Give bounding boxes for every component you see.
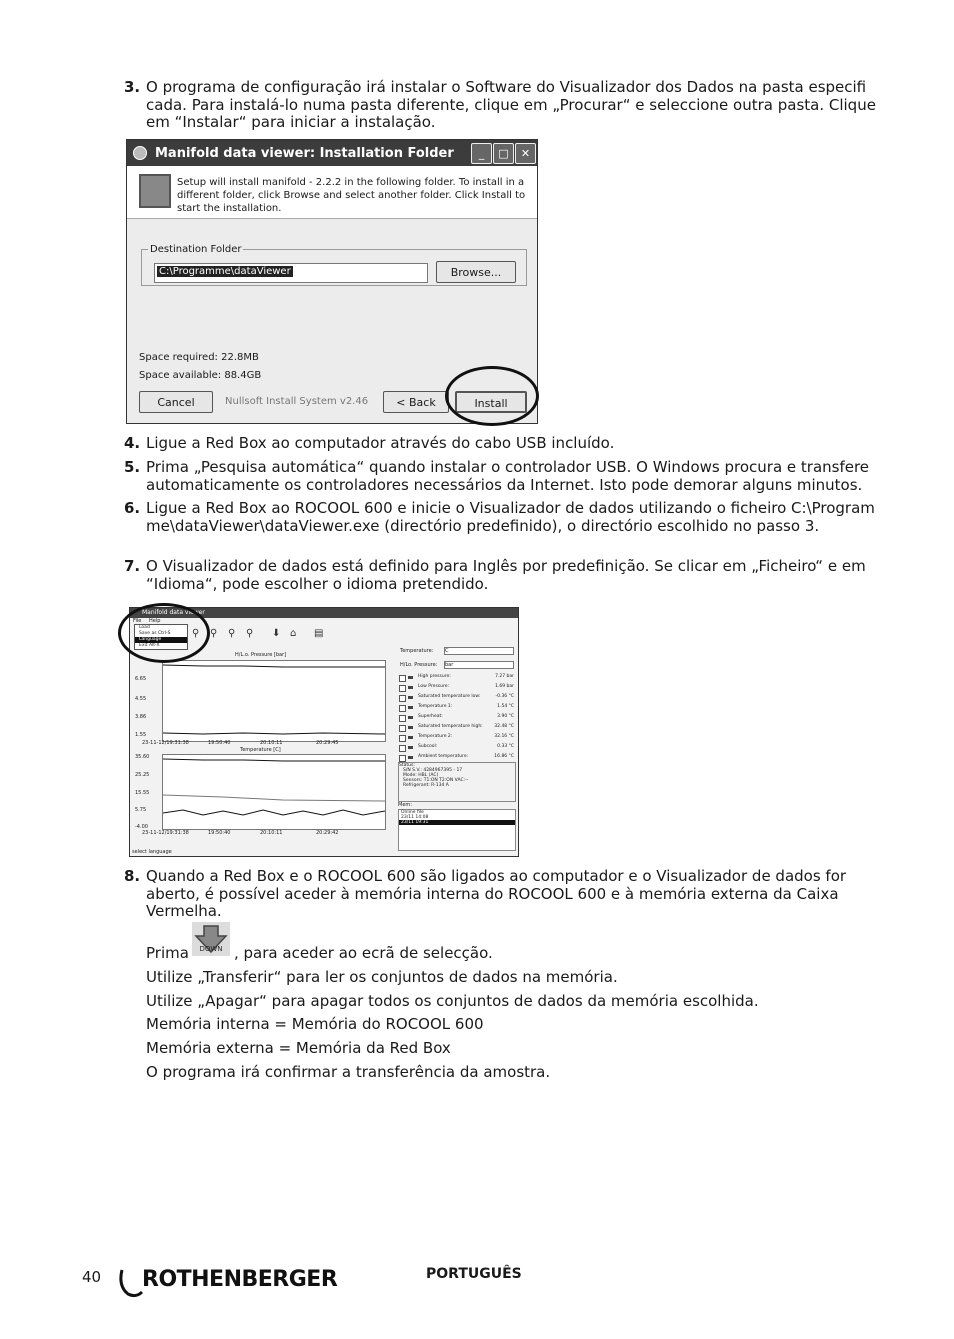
step8-line: Utilize „Apagar“ para apagar todos os conjuntos de dados da memória escolhida.	[146, 992, 759, 1010]
report-icon[interactable]: ▤	[314, 628, 324, 639]
download-icon[interactable]: ⬇	[272, 628, 281, 639]
nsis-label: Nullsoft Install System v2.46	[225, 396, 369, 407]
step-3	[124, 78, 876, 132]
step8-prima-before: Prima	[146, 944, 189, 962]
step8-prima-after: , para aceder ao ecrã de selecção.	[234, 944, 493, 962]
zoom-in-icon[interactable]: ⚲	[192, 628, 200, 639]
step-4	[124, 434, 876, 453]
menu-item-load[interactable]: Load	[139, 625, 150, 630]
temperature-chart	[162, 754, 386, 830]
chart2-tick: 25.25	[135, 772, 150, 778]
step8-line: O programa irá confirmar a transferência da amostra.	[146, 1063, 551, 1081]
step-text: Prima „Pesquisa automática“ quando instalar o controlador USB. O Windows procura e transfere automaticamente os controladores necessários da Internet. Isto pode demorar alguns minutos.	[146, 458, 870, 494]
chart2-xtick: 20:29:42	[316, 830, 339, 836]
memory-list[interactable]	[398, 809, 516, 851]
low-pressure-line	[163, 733, 385, 734]
chart1-xtick: 23-11-12/19:31:38	[142, 740, 189, 746]
download-icon-label: DOWN	[199, 945, 223, 953]
step-number: 4.	[124, 434, 141, 452]
space-available: Space available: 88.4GB	[139, 370, 262, 381]
reading-row[interactable]: Saturated temperature low: -0.36 °C	[398, 694, 516, 701]
pressure-chart	[162, 660, 386, 742]
readings-panel	[398, 646, 516, 846]
status-title: Status:	[399, 763, 415, 768]
step-number: 7.	[124, 557, 141, 575]
installer-title: Manifold data viewer: Installation Folder	[155, 145, 454, 161]
menu-help[interactable]: Help	[148, 618, 161, 624]
step-text: O Visualizador de dados está definido para Inglês por predefinição. Se clicar em „Ficheiro“ e em “Idioma“, pode escolher o idioma pretendido.	[146, 557, 866, 593]
package-icon	[139, 174, 171, 208]
installer-description: Setup will install manifold - 2.2.2 in the following folder. To install in a different folder, click Browse and select another folder. Click Install to start the installation.	[177, 177, 526, 214]
highlight-circle	[118, 603, 210, 663]
ambient-line	[163, 795, 385, 801]
chart1-xtick: 20:10:11	[260, 740, 283, 746]
chart1-xtick: 20:29:45	[316, 740, 339, 746]
zoom-out-icon[interactable]: ⚲	[210, 628, 218, 639]
installer-header	[127, 166, 537, 219]
chart2-xtick: 19:50:40	[208, 830, 231, 836]
status-box	[398, 762, 516, 802]
viewer-statusbar: select language	[132, 849, 172, 855]
language-label: PORTUGUÊS	[426, 1266, 522, 1282]
cancel-button[interactable]: Cancel	[139, 391, 213, 413]
pressure-unit-label: H/Lo. Pressure:	[400, 662, 438, 668]
chart2-tick: -4.00	[135, 824, 148, 830]
step-number: 6.	[124, 499, 141, 517]
chart2-tick: 35.60	[135, 754, 150, 760]
chart1-tick: 4.55	[135, 696, 147, 702]
temperature-chart-lines	[163, 755, 385, 829]
reading-row[interactable]: Low Pressure: 1.69 bar	[398, 684, 516, 691]
reading-row[interactable]: Superheat: 3.90 °C	[398, 714, 516, 721]
chart2-xtick: 20:10:11	[260, 830, 283, 836]
brand-logo	[118, 1262, 350, 1298]
step-number: 5.	[124, 458, 141, 476]
status-line: Sensors: T1:ON T2:ON VAC:--	[403, 778, 469, 783]
minimize-icon[interactable]: _	[471, 143, 492, 164]
destination-folder-group	[141, 244, 527, 286]
destination-folder-input[interactable]	[154, 263, 428, 283]
temp1-line	[163, 810, 385, 815]
menu-item-save[interactable]: Save as Ctrl-S	[139, 631, 171, 636]
status-line: Refrigerant: R-134 A	[403, 783, 449, 788]
step-7	[124, 557, 876, 593]
reading-row[interactable]: High pressure: 7.27 bar	[398, 674, 516, 681]
space-required: Space required: 22.8MB	[139, 352, 259, 363]
step8-line: Memória interna = Memória do ROCOOL 600	[146, 1015, 484, 1033]
browse-button[interactable]: Browse...	[436, 261, 516, 283]
brand-name: ROTHENBERGER	[142, 1267, 338, 1292]
chart1-title: H/L.o. Pressure [bar]	[235, 652, 287, 658]
install-button[interactable]: Install	[455, 391, 527, 413]
step-text: O programa de configuração irá instalar o Software do Visualizador dos Dados na pasta especifi cada. Para instalá-lo numa pasta diferente, clique em „Procurar“ e seleccione outra pasta. Clique em “Instalar“ para iniciar a instalação.	[146, 78, 876, 131]
chart1-tick: 6.65	[135, 676, 147, 682]
destination-folder-legend: Destination Folder	[150, 244, 242, 255]
maximize-icon[interactable]: □	[493, 143, 514, 164]
chart2-title: Temperature [C]	[240, 747, 281, 753]
highlight-circle	[445, 366, 539, 426]
reading-row[interactable]: Temperature 2: 32.16 °C	[398, 734, 516, 741]
chart1-xtick: 19:50:40	[208, 740, 231, 746]
status-line: Mode: HBL (AC)	[403, 773, 439, 778]
pressure-chart-lines	[163, 661, 385, 741]
step8-line: Utilize „Transferir“ para ler os conjuntos de dados na memória.	[146, 968, 618, 986]
temperature-unit-select[interactable]: C	[444, 647, 514, 655]
step-5	[124, 458, 876, 494]
menu-file[interactable]: File	[133, 618, 142, 624]
pressure-unit-select[interactable]: bar	[444, 661, 514, 669]
menu-item-language[interactable]: Language	[135, 637, 187, 643]
temp2-line	[163, 759, 385, 761]
step-8	[124, 867, 876, 921]
reading-row[interactable]: Saturated temperature high: 32.48 °C	[398, 724, 516, 731]
reading-row[interactable]: Subcool: 0.33 °C	[398, 744, 516, 751]
memory-item[interactable]: 23/11 19:31	[399, 820, 515, 825]
chart2-xtick: 23-11-12/19:31:38	[142, 830, 189, 836]
step-6	[124, 499, 876, 535]
menu-item-exit[interactable]: Exit Alt-X	[139, 643, 160, 648]
step-text: Quando a Red Box e o ROCOOL 600 são ligados ao computador e o Visualizador de dados for aberto, é possível aceder à memória interna do ROCOOL 600 e à memória externa da Caixa Vermelha.	[146, 867, 847, 920]
app-icon	[133, 146, 147, 160]
memory-item[interactable]: Online file	[401, 810, 424, 815]
page-number: 40	[82, 1268, 102, 1286]
back-button[interactable]: < Back	[383, 391, 449, 413]
viewer-titlebar: Manifold data viewer	[130, 608, 518, 618]
chart2-tick: 15.55	[135, 790, 150, 796]
zoom-reset-icon[interactable]: ⚲	[246, 628, 254, 639]
chart1-tick: 1.55	[135, 732, 147, 738]
step-text: Ligue a Red Box ao ROCOOL 600 e inicie o Visualizador de dados utilizando o ficheiro C:\Program me\dataViewer\dataViewer.exe (directório predefinido), o directório escolhido no passo 3.	[146, 499, 875, 535]
step-text: Ligue a Red Box ao computador através do cabo USB incluído.	[146, 434, 615, 452]
status-line: S/N S.V.: 4284967395 - 17	[403, 768, 463, 773]
step-number: 3.	[124, 78, 141, 96]
chart2-tick: 5.75	[135, 807, 147, 813]
chart1-tick: 3.86	[135, 714, 147, 720]
mem-title: Mem:	[398, 802, 412, 808]
reading-row[interactable]: Ambient temperature: 16.86 °C	[398, 754, 516, 761]
temperature-unit-label: Temperature:	[400, 648, 434, 654]
memory-item[interactable]: 23/11 14:08	[401, 815, 429, 820]
folder-value: C:\Programme\dataViewer	[159, 266, 291, 277]
reading-row[interactable]: Temperature 1: 1.54 °C	[398, 704, 516, 711]
home-icon[interactable]: ⌂	[290, 628, 297, 639]
zoom-area-icon[interactable]: ⚲	[228, 628, 236, 639]
high-pressure-line	[163, 665, 385, 667]
download-icon	[192, 922, 230, 956]
step-number: 8.	[124, 867, 141, 885]
close-icon[interactable]: ✕	[515, 143, 536, 164]
step8-line: Memória externa = Memória da Red Box	[146, 1039, 451, 1057]
